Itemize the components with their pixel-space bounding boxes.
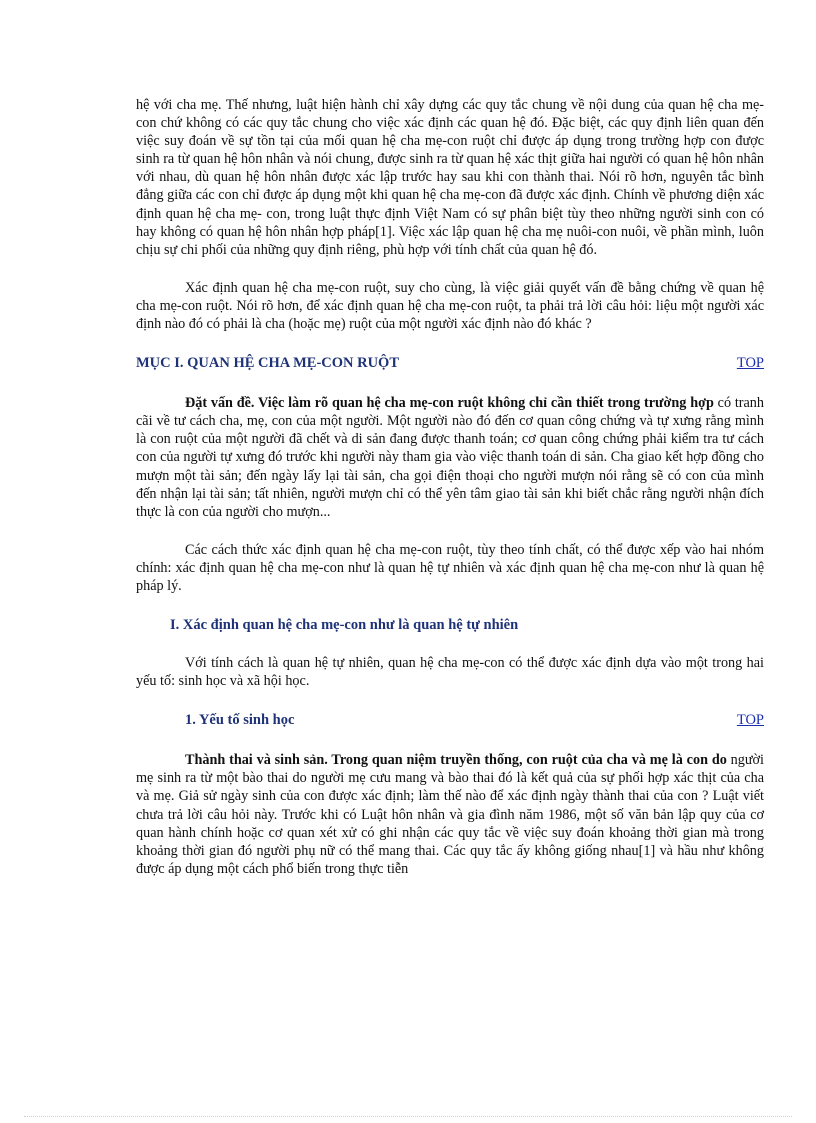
paragraph-intro: hệ với cha mẹ. Thế nhưng, luật hiện hành chỉ xây dựng các quy tắc chung về nội dung của quan hệ cha mẹ-con chứ không có các quy tắc chung cho việc xác định các quan hệ đó. Đặc biệt, các quy định liên quan đến việc suy đoán về sự tồn tại của mối quan hệ cha mẹ-con ruột chỉ được áp dụng trong trường hợp con được sinh ra từ quan hệ hôn nhân và nói chung, được sinh ra từ quan hệ xác thịt giữa hai người có quan hệ hôn nhân với nhau, dù quan hệ hôn nhân được xác lập trước hay sau khi con thành thai. Nói rõ hơn, nguyên tắc bình đẳng giữa các con chỉ được áp dụng một khi quan hệ cha mẹ-con đã được xác định. Chính về phương diện xác định quan hệ cha mẹ- con, trong luật thực định Việt Nam có sự phân biệt tùy theo những người sinh con có hay không có quan hệ hôn nhân hợp pháp[1]. Việc xác lập quan hệ cha mẹ nuôi-con nuôi, về phần mình, luôn chịu sự chi phối của những quy định riêng, phù hợp với tính chất của quan hệ đó. [136,97,764,258]
subheading-row-I [136,617,764,634]
paragraph-conception-lead: Thành thai và sinh sản. Trong quan niệm truyền thống, con ruột của cha và mẹ là con do [185,752,727,769]
page-bottom-divider [24,1116,792,1117]
paragraph-natural: Với tính cách là quan hệ tự nhiên, quan hệ cha mẹ-con có thể được xác định dựa vào một trong hai yếu tố: sinh học và xã hội học. [136,655,764,690]
paragraph-definition: Xác định quan hệ cha mẹ-con ruột, suy cho cùng, là việc giải quyết vấn đề bằng chứng về quan hệ cha mẹ-con ruột. Nói rõ hơn, để xác định quan hệ cha mẹ-con ruột, ta phải trả lời câu hỏi: liệu một người xác định nào đó có phải là cha (hoặc mẹ) ruột của một người xác định nào đó khác ? [136,279,764,333]
document-page [136,96,764,878]
section-heading-muc1: MỤC I. QUAN HỆ CHA MẸ-CON RUỘT [136,355,400,372]
top-link-2[interactable]: TOP [736,712,764,729]
top-link[interactable]: TOP [736,355,764,372]
paragraph-conception-body: người mẹ sinh ra từ một bào thai do người mẹ cưu mang và bào thai đó là kết quả của sự phối hợp xác thịt của cha và mẹ. Giả sử ngày sinh của con được xác định; làm thế nào để xác định ngày thành thai của con ? Luật viết chưa trả lời câu hỏi này. Trước khi có Luật hôn nhân và gia đình năm 1986, một số văn bản lập quy của cơ quan hành chính hoặc cơ quan xét xử có ghi nhận các quy tắc về việc suy đoán khoảng thời gian mà trong khoảng thời gian đó người phụ nữ có thể mang thai. Các quy tắc ấy không giống nhau[1] và hầu như không được áp dụng một cách phổ biến trong thực tiễn [136,752,764,877]
paragraph-problem-lead: Đặt vấn đề. Việc làm rõ quan hệ cha mẹ-con ruột không chỉ cần thiết trong trường hợp [185,395,714,412]
subheading-natural-relation: I. Xác định quan hệ cha mẹ-con như là quan hệ tự nhiên [170,617,519,634]
subheading-row-1 [136,712,764,729]
paragraph-problem-body: có tranh cãi về tư cách cha, mẹ, con của một người. Một người nào đó đến cơ quan công chứng và tự xưng rằng mình là con ruột của một người đã chết và di sản đang được thanh toán; cơ quan công chứng phải kiểm tra tư cách con của người tự xưng đó trước khi người này tham gia vào việc thanh toán di sản. Cha giao kết hợp đồng cho mượn một tài sản; đến ngày lấy lại tài sản, cha gọi điện thoại cho người mượn nói rằng sẽ có con của mình đến nhận lại tài sản; tất nhiên, người mượn chỉ có thể yên tâm giao tài sản khi biết chắc rằng người nhận đích thực là con của người cho mượn... [136,395,764,520]
section-heading-row [136,355,764,372]
paragraph-problem [136,394,764,521]
subheading-biological: 1. Yếu tố sinh học [185,712,295,729]
paragraph-conception [136,751,764,878]
paragraph-methods: Các cách thức xác định quan hệ cha mẹ-con ruột, tùy theo tính chất, có thể được xếp vào hai nhóm chính: xác định quan hệ cha mẹ-con như là quan hệ tự nhiên và xác định quan hệ cha mẹ-con như là quan hệ pháp lý. [136,541,764,594]
